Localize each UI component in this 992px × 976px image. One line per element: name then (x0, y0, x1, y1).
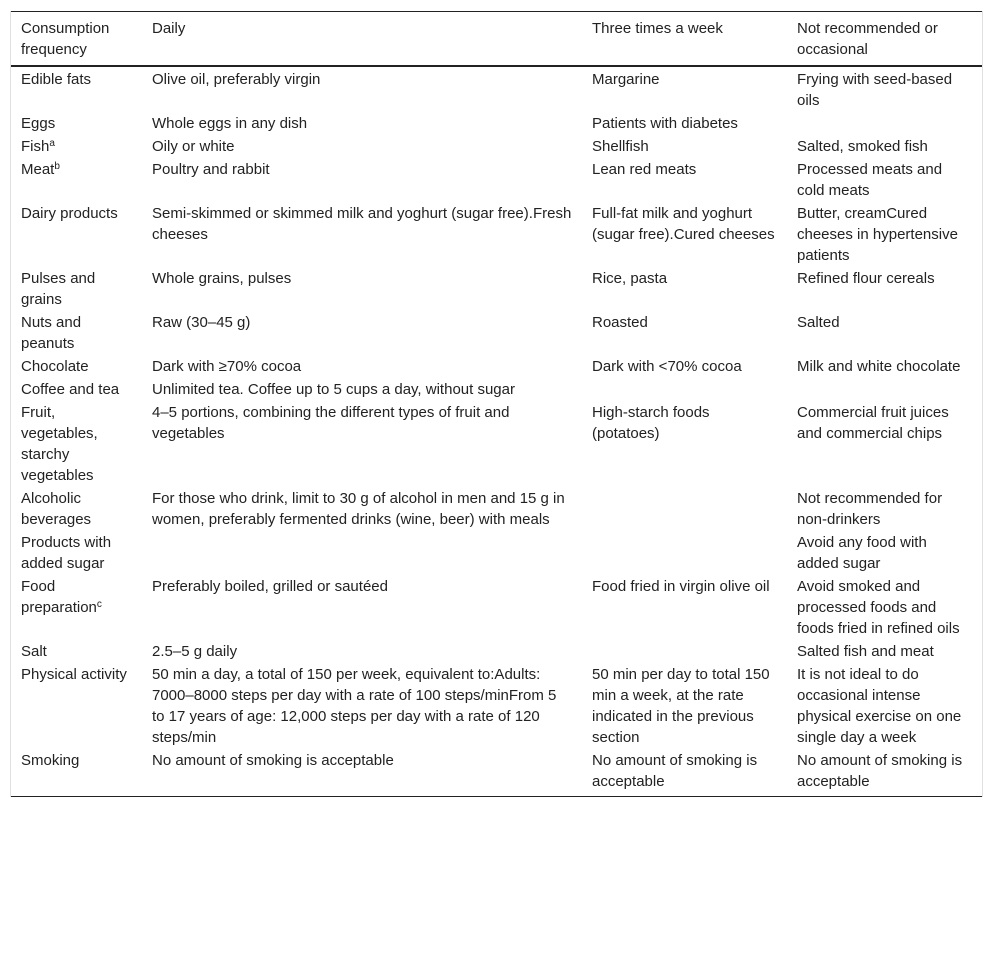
daily-cell: 2.5–5 g daily (152, 643, 238, 660)
not-recommended-cell: Avoid smoked and processed foods and foods fried in refined oils (797, 578, 960, 637)
header-daily: Daily (142, 12, 582, 67)
category-label: Coffee and tea (21, 381, 120, 398)
daily-cell: Unlimited tea. Coffee up to 5 cups a day, without sugar (152, 381, 515, 398)
category-label: Fish (21, 138, 50, 155)
category-label: Physical activity (21, 666, 127, 683)
table-row (11, 112, 982, 135)
footnote-marker: b (54, 161, 60, 172)
row-category (11, 158, 142, 202)
category-label: Chocolate (21, 358, 89, 375)
row-category (11, 202, 142, 267)
recommendations-table-container (10, 11, 983, 797)
row-category (11, 112, 142, 135)
row-category (11, 66, 142, 112)
table-row (11, 66, 982, 112)
footnote-marker: a (49, 138, 55, 149)
daily-cell: Whole grains, pulses (152, 270, 292, 287)
daily-cell: Oily or white (152, 138, 235, 155)
row-category (11, 487, 142, 531)
header-three-times-a-week: Three times a week (582, 12, 787, 67)
row-category (11, 663, 142, 749)
header-consumption-frequency: Consumption frequency (11, 12, 142, 67)
table-row (11, 663, 982, 749)
table-row (11, 640, 982, 663)
table-row (11, 355, 982, 378)
category-label: Nuts and peanuts (21, 314, 82, 352)
consumption-frequency-table (11, 11, 982, 797)
row-category (11, 378, 142, 401)
daily-cell: Semi-skimmed or skimmed milk and yoghurt (sugar free).Fresh cheeses (152, 205, 572, 243)
three-times-week-cell: High-starch foods (potatoes) (592, 404, 710, 442)
not-recommended-cell: Salted fish and meat (797, 643, 934, 660)
header-not-recommended: Not recommended or occasional (787, 12, 982, 67)
not-recommended-cell: It is not ideal to do occasional intense physical exercise on one single day a week (797, 666, 962, 746)
not-recommended-cell: Not recommended for non-drinkers (797, 490, 943, 528)
table-row (11, 158, 982, 202)
daily-cell: 4–5 portions, combining the different types of fruit and vegetables (152, 404, 510, 442)
table-row (11, 575, 982, 640)
not-recommended-cell: Butter, creamCured cheeses in hypertensive patients (797, 205, 958, 264)
footnote-marker: c (96, 599, 102, 610)
table-header-row (11, 12, 982, 67)
row-category (11, 311, 142, 355)
category-label: Salt (21, 643, 47, 660)
three-times-week-cell (582, 531, 787, 575)
three-times-week-cell: Roasted (592, 314, 648, 331)
three-times-week-cell: Shellfish (592, 138, 649, 155)
daily-cell: Preferably boiled, grilled or sautéed (152, 578, 388, 595)
three-times-week-cell (582, 640, 787, 663)
three-times-week-cell: Patients with diabetes (592, 115, 738, 132)
table-body (11, 66, 982, 797)
table-row (11, 487, 982, 531)
not-recommended-cell: Milk and white chocolate (797, 358, 961, 375)
three-times-week-cell: Full-fat milk and yoghurt (sugar free).Cured cheeses (592, 205, 775, 243)
row-category (11, 135, 142, 158)
not-recommended-cell (787, 112, 982, 135)
category-label: Eggs (21, 115, 56, 132)
not-recommended-cell: No amount of smoking is acceptable (787, 749, 982, 797)
not-recommended-cell (787, 378, 982, 401)
three-times-week-cell: Lean red meats (592, 161, 697, 178)
not-recommended-cell: Salted, smoked fish (797, 138, 928, 155)
daily-cell: 50 min a day, a total of 150 per week, equivalent to:Adults: 7000–8000 steps per day with a rate of 100 steps/minFrom 5 to 17 years of age: 12,000 steps per day with a rate of 120 steps/min (152, 666, 557, 746)
three-times-week-cell: Dark with <70% cocoa (592, 358, 742, 375)
not-recommended-cell: Salted (797, 314, 840, 331)
not-recommended-cell: Avoid any food with added sugar (797, 534, 927, 572)
three-times-week-cell: No amount of smoking is acceptable (582, 749, 787, 797)
daily-cell (142, 531, 582, 575)
table-row (11, 401, 982, 487)
table-row (11, 531, 982, 575)
row-category (11, 531, 142, 575)
table-row (11, 749, 982, 797)
row-category (11, 401, 142, 487)
row-category (11, 355, 142, 378)
three-times-week-cell: Rice, pasta (592, 270, 668, 287)
row-category (11, 267, 142, 311)
category-label: Food preparation (21, 578, 97, 616)
not-recommended-cell: Refined flour cereals (797, 270, 935, 287)
category-label: Meat (21, 161, 55, 178)
category-label: Dairy products (21, 205, 118, 222)
row-category (11, 640, 142, 663)
three-times-week-cell: Margarine (592, 71, 660, 88)
category-label: Pulses and grains (21, 270, 96, 308)
three-times-week-cell (582, 487, 787, 531)
daily-cell: Poultry and rabbit (152, 161, 270, 178)
table-row (11, 378, 982, 401)
row-category (11, 575, 142, 640)
category-label: Edible fats (21, 71, 92, 88)
category-label: Products with added sugar (21, 534, 112, 572)
daily-cell: Olive oil, preferably virgin (152, 71, 321, 88)
row-category (11, 749, 142, 797)
not-recommended-cell: Commercial fruit juices and commercial chips (797, 404, 949, 442)
daily-cell: Dark with ≥70% cocoa (152, 358, 302, 375)
daily-cell: No amount of smoking is acceptable (142, 749, 582, 797)
daily-cell: For those who drink, limit to 30 g of alcohol in men and 15 g in women, preferably fermented drinks (wine, beer) with meals (152, 490, 565, 528)
category-label: Alcoholic beverages (21, 490, 92, 528)
table-row (11, 202, 982, 267)
table-row (11, 267, 982, 311)
not-recommended-cell: Frying with seed-based oils (797, 71, 953, 109)
three-times-week-cell: Food fried in virgin olive oil (592, 578, 770, 595)
category-label: Fruit, vegetables, starchy vegetables (21, 404, 98, 484)
three-times-week-cell: 50 min per day to total 150 min a week, at the rate indicated in the previous section (592, 666, 770, 746)
daily-cell: Whole eggs in any dish (152, 115, 308, 132)
table-row (11, 311, 982, 355)
three-times-week-cell (582, 378, 787, 401)
table-row (11, 135, 982, 158)
not-recommended-cell: Processed meats and cold meats (797, 161, 943, 199)
category-label: Smoking (21, 752, 80, 769)
daily-cell: Raw (30–45 g) (152, 314, 251, 331)
